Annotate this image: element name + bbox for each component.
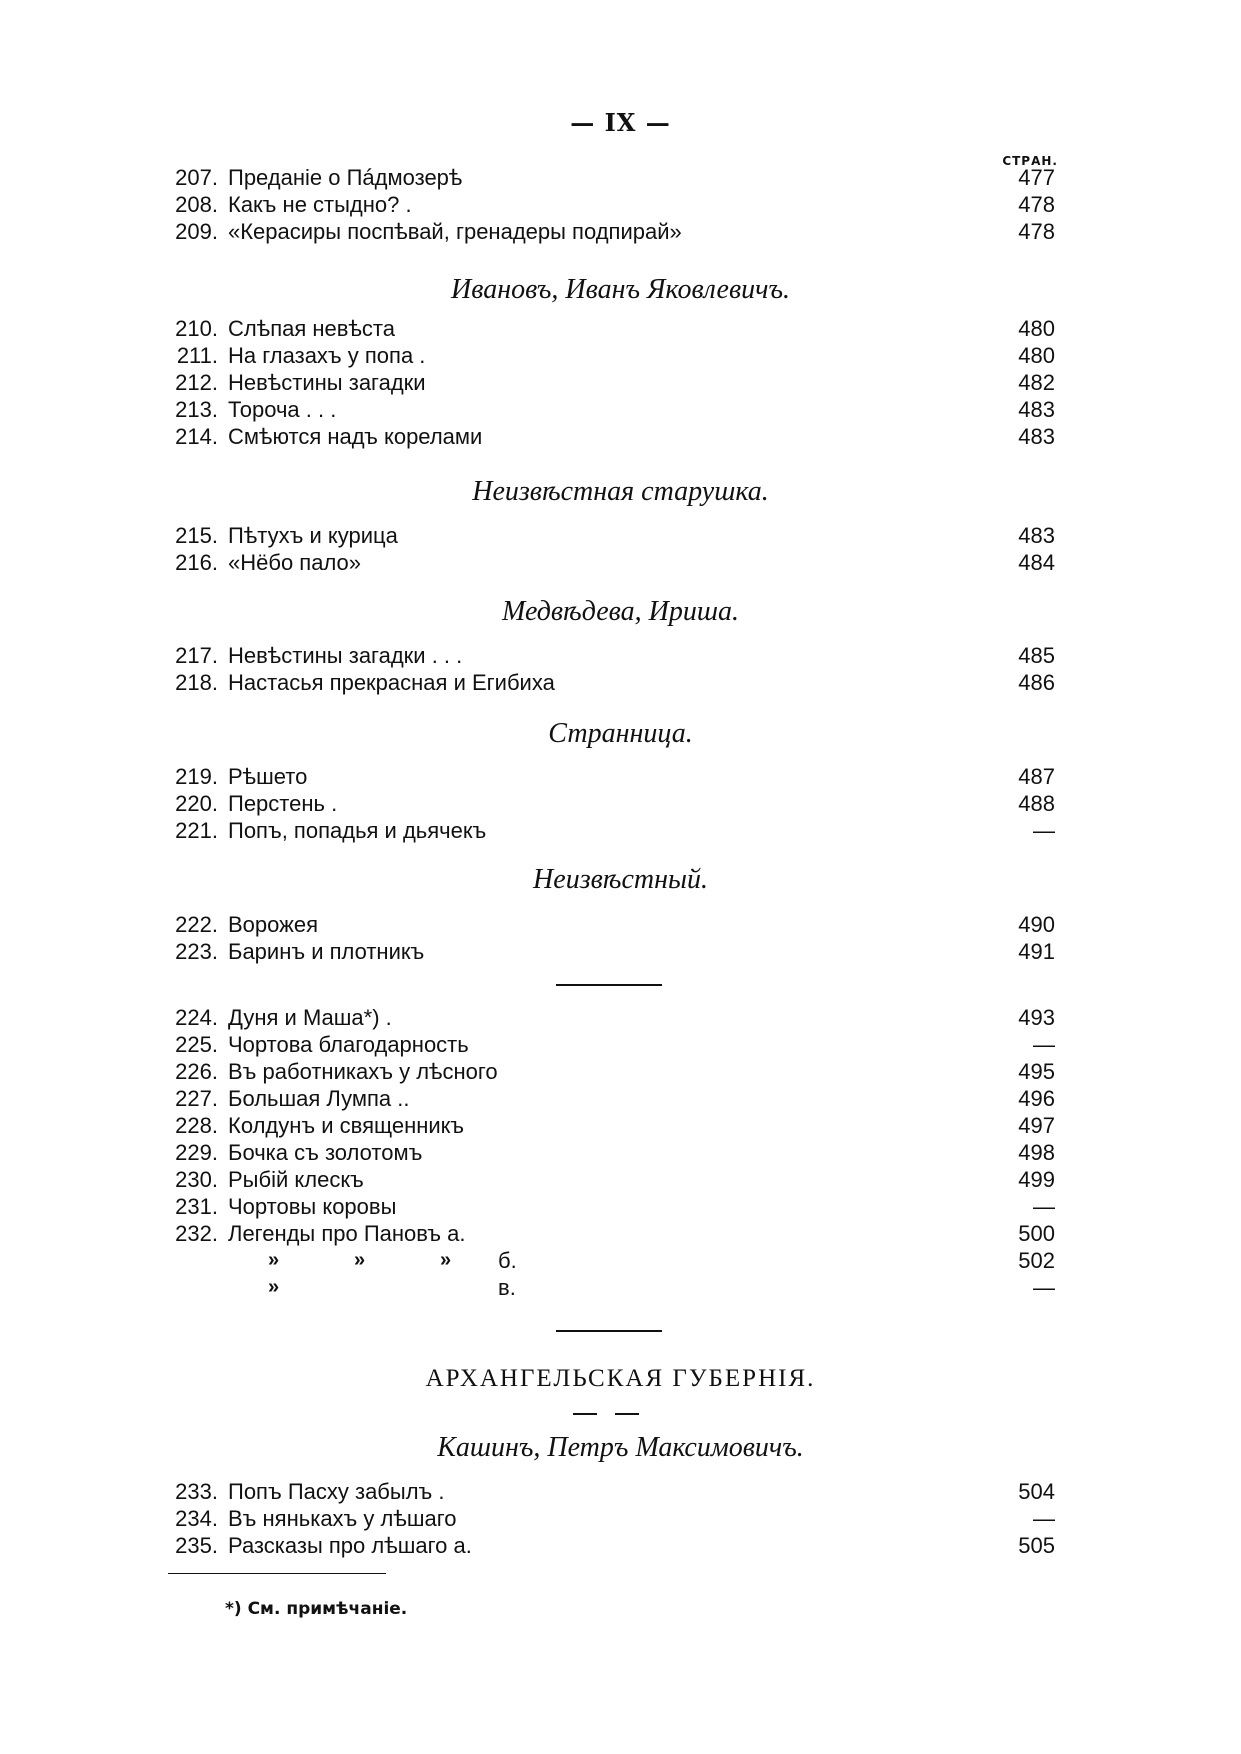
entry-subpart: б. — [498, 1248, 517, 1273]
toc-group — [168, 763, 1055, 844]
toc-group — [168, 911, 1055, 965]
toc-entry — [168, 938, 1055, 965]
entry-number: 221. — [175, 818, 218, 843]
toc-group-unattributed — [168, 1004, 1055, 1301]
toc-entry — [168, 164, 1055, 191]
toc-entry — [168, 218, 1055, 245]
entry-title: Тороча . . . — [228, 397, 337, 422]
entry-title: Рѣшето — [228, 764, 308, 789]
toc-group — [168, 315, 1055, 450]
entry-page: 482 — [1018, 370, 1055, 395]
toc-group — [168, 522, 1055, 576]
entry-page: 477 — [1018, 165, 1055, 190]
entry-page: 480 — [1018, 316, 1055, 341]
toc-entry — [168, 817, 1055, 844]
entry-subpart: в. — [498, 1275, 516, 1300]
toc-entry — [168, 522, 1055, 549]
region-dash-left — [573, 1413, 597, 1415]
author-heading: Странница. — [548, 718, 693, 749]
footnote: *) См. примѣчаніе. — [225, 1599, 408, 1619]
toc-entry — [168, 423, 1055, 450]
region-dash-right — [615, 1413, 639, 1415]
entry-title: «Керасиры поспѣвай, гренадеры подпирай» — [228, 219, 682, 244]
entry-number: 220. — [175, 791, 218, 816]
entry-title: «Нёбо пало» — [228, 550, 362, 575]
entry-title: Невѣстины загадки — [228, 370, 426, 395]
entry-number: 229. — [175, 1140, 218, 1165]
toc-entry — [168, 1166, 1055, 1193]
entry-title: Въ нянькахъ у лѣшаго — [228, 1506, 457, 1531]
entry-title: Въ работникахъ у лѣсного — [228, 1059, 498, 1084]
entry-page: 483 — [1018, 523, 1055, 548]
entry-page: 497 — [1018, 1113, 1055, 1138]
author-heading: Неизвѣстная старушка. — [472, 476, 769, 507]
entry-title: Пѣтухъ и курица — [228, 523, 398, 548]
entry-title: Большая Лумпа .. — [228, 1086, 410, 1111]
toc-ditto-entry — [168, 1247, 1055, 1274]
ditto-mark: » — [268, 1249, 280, 1271]
entry-page: 480 — [1018, 343, 1055, 368]
entry-page: 500 — [1018, 1221, 1055, 1246]
entry-page: 485 — [1018, 643, 1055, 668]
entry-number: 217. — [175, 643, 218, 668]
entry-title: Чортова благодарность — [228, 1032, 469, 1057]
entry-number: 218. — [175, 670, 218, 695]
entry-title: Ворожея — [228, 912, 318, 937]
toc-entry — [168, 1004, 1055, 1031]
toc-entry — [168, 1139, 1055, 1166]
entry-page: 496 — [1018, 1086, 1055, 1111]
toc-entry — [168, 763, 1055, 790]
entry-number: 222. — [175, 912, 218, 937]
entry-number: 226. — [175, 1059, 218, 1084]
section-divider — [556, 1330, 662, 1332]
entry-title: Попъ Пасху забылъ . — [228, 1479, 445, 1504]
entry-page: 484 — [1018, 550, 1055, 575]
entry-page: 490 — [1018, 912, 1055, 937]
entry-page: 478 — [1018, 192, 1055, 217]
entry-title: Перстень . — [228, 791, 338, 816]
entry-number: 231. — [175, 1194, 218, 1219]
entry-title: Преданіе о Пáдмозерѣ — [228, 165, 463, 190]
entry-title: Настасья прекрасная и Егибиха — [228, 670, 555, 695]
entry-title: На глазахъ у попа . — [228, 343, 426, 368]
entry-number: 228. — [175, 1113, 218, 1138]
entry-page: 483 — [1018, 397, 1055, 422]
toc-entry — [168, 342, 1055, 369]
entry-page: 505 — [1018, 1533, 1055, 1558]
toc-entry — [168, 1505, 1055, 1532]
entry-number: 211. — [176, 343, 218, 368]
toc-group — [168, 1478, 1055, 1559]
entry-page: 486 — [1018, 670, 1055, 695]
entry-number: 234. — [175, 1506, 218, 1531]
entry-page: — — [1033, 818, 1055, 843]
entry-page: — — [1033, 1506, 1055, 1531]
toc-entry — [168, 790, 1055, 817]
toc-entry — [168, 1031, 1055, 1058]
entry-number: 219. — [175, 764, 218, 789]
entry-title: Бочка съ золотомъ — [228, 1140, 423, 1165]
ditto-mark: » — [354, 1249, 366, 1271]
toc-entry — [168, 1478, 1055, 1505]
entry-page: — — [1033, 1194, 1055, 1219]
entry-page: 499 — [1018, 1167, 1055, 1192]
entry-title: Смѣются надъ корелами — [228, 424, 483, 449]
toc-entry — [168, 911, 1055, 938]
toc-entry — [168, 642, 1055, 669]
author-heading: Ивановъ, Иванъ Яковлевичъ. — [451, 274, 790, 305]
toc-group-continued — [168, 164, 1055, 245]
entry-number: 224. — [175, 1005, 218, 1030]
entry-title: Баринъ и плотникъ — [228, 939, 425, 964]
ditto-mark: » — [440, 1249, 452, 1271]
toc-entry — [168, 369, 1055, 396]
author-heading: Медвѣдева, Ириша. — [502, 596, 739, 627]
entry-title: Чортовы коровы — [228, 1194, 397, 1219]
toc-entry — [168, 396, 1055, 423]
toc-entry — [168, 191, 1055, 218]
author-heading: Неизвѣстный. — [533, 864, 708, 895]
toc-ditto-entry — [168, 1274, 1055, 1301]
entry-page: 483 — [1018, 424, 1055, 449]
footnote-rule — [168, 1573, 386, 1574]
toc-entry — [168, 669, 1055, 696]
entry-page: 488 — [1018, 791, 1055, 816]
toc-entry — [168, 549, 1055, 576]
entry-page: 502 — [1018, 1248, 1055, 1273]
entry-number: 215. — [175, 523, 218, 548]
entry-title: Легенды про Пановъ а. — [228, 1221, 466, 1246]
entry-number: 223. — [175, 939, 218, 964]
entry-number: 213. — [175, 397, 218, 422]
entry-title: Невѣстины загадки . . . — [228, 643, 463, 668]
entry-page: 487 — [1018, 764, 1055, 789]
ditto-mark: » — [268, 1276, 280, 1298]
entry-page: 504 — [1018, 1479, 1055, 1504]
entry-number: 214. — [175, 424, 218, 449]
entry-title: Колдунъ и священникъ — [228, 1113, 465, 1138]
toc-entry — [168, 1193, 1055, 1220]
entry-page: — — [1033, 1275, 1055, 1300]
entry-page: 495 — [1018, 1059, 1055, 1084]
toc-entry — [168, 1532, 1055, 1559]
entry-number: 212. — [175, 370, 218, 395]
entry-page: 478 — [1018, 219, 1055, 244]
entry-number: 232. — [175, 1221, 218, 1246]
page-column-label: СТРАН. — [1002, 154, 1058, 168]
toc-entry — [168, 1058, 1055, 1085]
toc-entry — [168, 1112, 1055, 1139]
entry-title: Рыбій клескъ — [228, 1167, 364, 1192]
toc-entry — [168, 1085, 1055, 1112]
entry-number: 210. — [175, 316, 218, 341]
entry-number: 207. — [175, 165, 218, 190]
entry-number: 233. — [175, 1479, 218, 1504]
entry-number: 216. — [175, 550, 218, 575]
entry-title: Разсказы про лѣшаго а. — [228, 1533, 472, 1558]
entry-page: — — [1033, 1032, 1055, 1057]
region-heading: АРХАНГЕЛЬСКАЯ ГУБЕРНІЯ. — [425, 1365, 816, 1392]
entry-number: 235. — [175, 1533, 218, 1558]
entry-title: Слѣпая невѣста — [228, 316, 395, 341]
toc-group — [168, 642, 1055, 696]
section-divider — [556, 984, 662, 986]
toc-entry — [168, 1220, 1055, 1247]
entry-page: 493 — [1018, 1005, 1055, 1030]
entry-title: Какъ не стыдно? . — [228, 192, 412, 217]
entry-number: 208. — [175, 192, 218, 217]
author-heading: Кашинъ, Петръ Максимовичъ. — [437, 1432, 804, 1463]
entry-number: 209. — [175, 219, 218, 244]
entry-title: Попъ, попадья и дьячекъ — [228, 818, 487, 843]
entry-number: 225. — [175, 1032, 218, 1057]
page-number: — IX — — [570, 108, 671, 137]
entry-title: Дуня и Маша*) . — [228, 1005, 392, 1030]
entry-page: 498 — [1018, 1140, 1055, 1165]
toc-entry — [168, 315, 1055, 342]
entry-number: 230. — [175, 1167, 218, 1192]
entry-number: 227. — [175, 1086, 218, 1111]
entry-page: 491 — [1018, 939, 1055, 964]
